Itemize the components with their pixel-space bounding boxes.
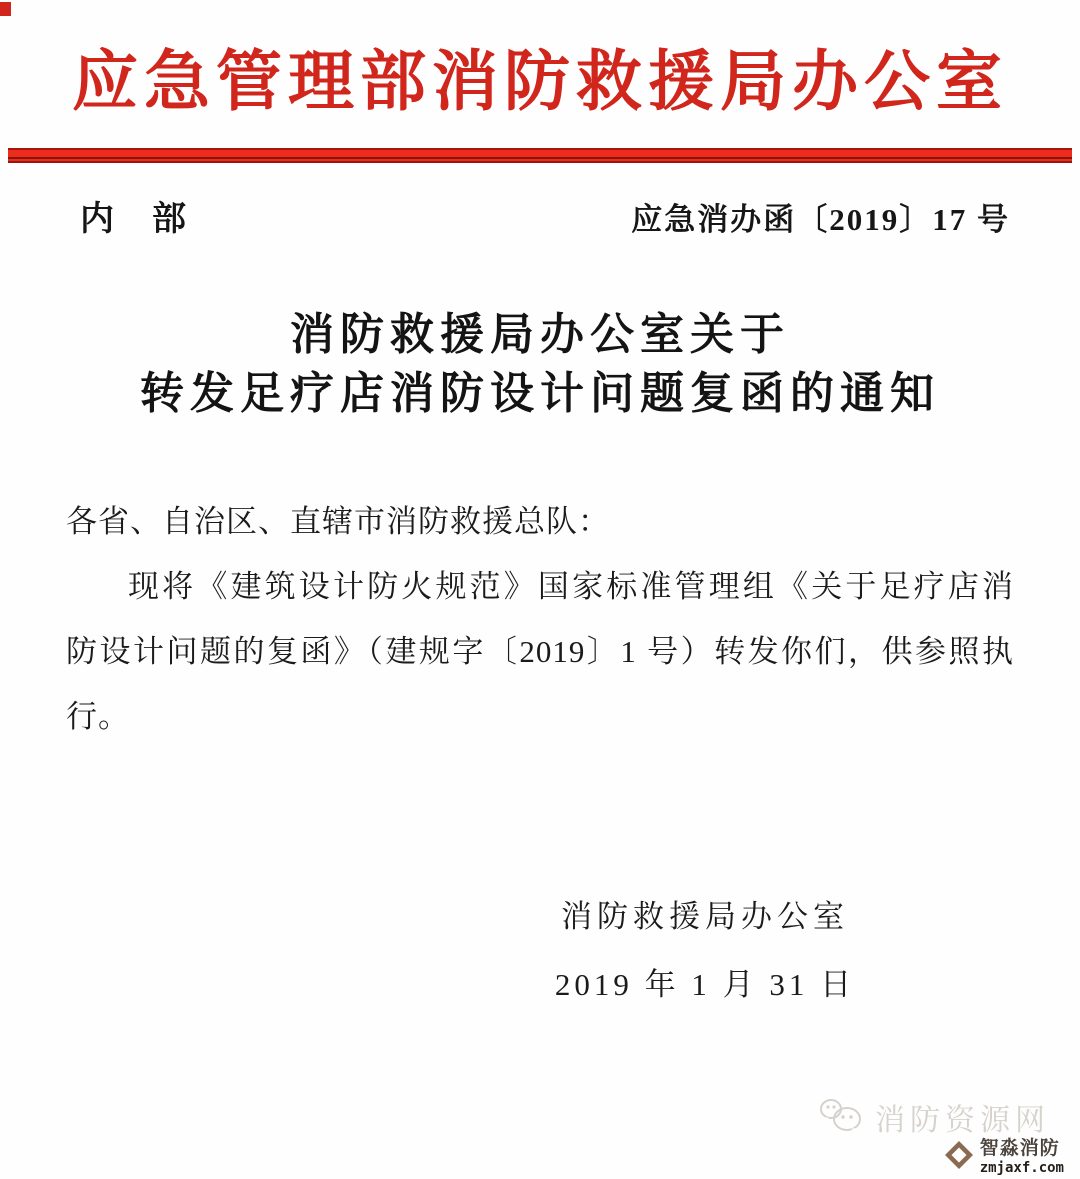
document-title-line-2: 转发足疗店消防设计问题复函的通知 bbox=[140, 369, 940, 418]
paragraph-line-2: 防设计问题的复函》（建规字〔2019〕1 号）转发你们，供参照执 bbox=[66, 634, 1014, 669]
red-separator-rule bbox=[8, 148, 1072, 163]
classification-label: 内 部 bbox=[80, 200, 188, 238]
signing-office: 消防救援局办公室 bbox=[561, 899, 849, 934]
brand-diamond-logo-icon bbox=[945, 1141, 973, 1174]
document-body bbox=[0, 489, 1080, 749]
site-watermark bbox=[819, 1095, 1050, 1139]
document-title-line-1: 消防救援局办公室关于 bbox=[290, 310, 790, 359]
brand-text-stack bbox=[980, 1139, 1064, 1175]
wechat-bubbles-icon bbox=[819, 1096, 865, 1139]
document-info-row bbox=[0, 191, 1080, 238]
document-title bbox=[0, 305, 1080, 423]
brand-name-text: 智淼消防 bbox=[979, 1138, 1060, 1159]
red-corner-artifact bbox=[0, 2, 11, 16]
brand-logo-row bbox=[945, 1139, 1064, 1175]
site-watermark-text: 消防资源网 bbox=[875, 1104, 1050, 1137]
paragraph-line-3: 行。 bbox=[66, 699, 130, 734]
paragraph-line-1: 现将《建筑设计防火规范》国家标准管理组《关于足疗店消 bbox=[128, 569, 1014, 604]
signing-date: 2019 年 1 月 31 日 bbox=[554, 967, 856, 1002]
agency-masthead-title: 应急管理部消防救援局办公室 bbox=[72, 46, 1008, 119]
brand-url-text: zmjaxf.com bbox=[979, 1160, 1064, 1176]
document-number: 应急消办函〔2019〕17 号 bbox=[631, 202, 1010, 237]
signature-block bbox=[330, 897, 1080, 1005]
salutation-line: 各省、自治区、直辖市消防救援总队： bbox=[66, 504, 610, 539]
watermark-area bbox=[819, 1095, 1064, 1175]
